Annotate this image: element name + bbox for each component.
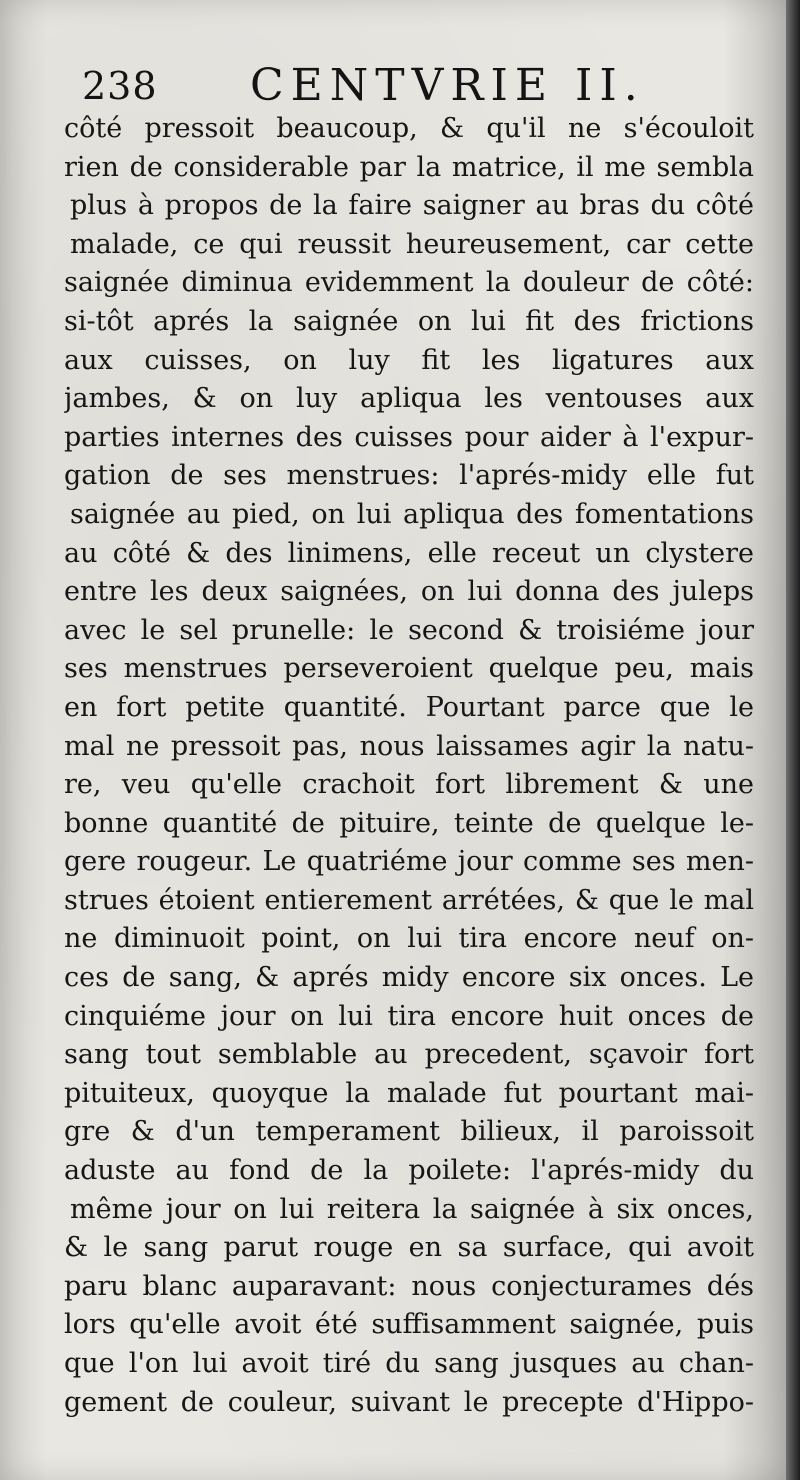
text-line: gation de ses menstrues: l'aprés-midy elle fut [64, 460, 754, 492]
running-head: CENTVRIE II. [250, 60, 645, 111]
text-line: & le sang parut rouge en sa surface, qui avoit [64, 1232, 754, 1264]
text-line: plus à propos de la faire saigner au bras du côté [70, 190, 754, 222]
text-line: avec le sel prunelle: le second & troisiéme jour [64, 614, 754, 646]
text-line: entre les deux saignées, on lui donna des juleps [64, 576, 754, 608]
text-line: saignée au pied, on lui apliqua des fomentations [70, 498, 754, 530]
text-line: aux cuisses, on luy fit les ligatures aux [64, 344, 754, 376]
text-line: re, veu qu'elle crachoit fort librement & une [64, 769, 754, 801]
text-line: ne diminuoit point, on lui tira encore neuf on- [64, 923, 754, 955]
body-text [64, 110, 754, 1422]
text-line: lors qu'elle avoit été suffisamment saignée, puis [64, 1309, 754, 1341]
text-line: que l'on lui avoit tiré du sang jusques au chan- [64, 1348, 754, 1379]
text-line: pituiteux, quoyque la malade fut pourtant mai- [64, 1077, 754, 1109]
text-line: ces de sang, & aprés midy encore six onces. Le [64, 962, 754, 994]
text-line: gere rougeur. Le quatriéme jour comme ses men- [64, 846, 754, 878]
text-line: gre & d'un temperament bilieux, il paroissoit [64, 1116, 754, 1148]
text-line: même jour on lui reitera la saignée à six onces, [70, 1193, 754, 1225]
text-line: gement de couleur, suivant le precepte d'Hippo- [64, 1386, 754, 1418]
text-line: au côté & des linimens, elle receut un clystere [64, 537, 754, 569]
text-line: si-tôt aprés la saignée on lui fit des frictions [64, 305, 754, 337]
text-line: mal ne pressoit pas, nous laissames agir la natu- [64, 730, 754, 762]
text-line: strues étoient entierement arrétées, & que le mal [64, 884, 754, 916]
text-line: bonne quantité de pituire, teinte de quelque le- [64, 807, 754, 839]
text-line: sang tout semblable au precedent, sçavoir fort [64, 1039, 754, 1071]
text-line: paru blanc auparavant: nous conjecturames dés [64, 1270, 754, 1302]
text-line: parties internes des cuisses pour aider à l'expur- [64, 421, 754, 453]
text-line: aduste au fond de la poilete: l'aprés-midy du [64, 1155, 754, 1187]
text-line: rien de considerable par la matrice, il me sembla [64, 151, 754, 183]
text-line: saignée diminua evidemment la douleur de côté: [64, 267, 754, 299]
text-line: ses menstrues perseveroient quelque peu, mais [64, 653, 754, 685]
text-line: malade, ce qui reussit heureusement, car cette [70, 228, 754, 260]
text-line: cinquiéme jour on lui tira encore huit onces de [64, 1000, 754, 1032]
text-line: côté pressoit beaucoup, & qu'il ne s'écouloit [64, 113, 754, 144]
page-number: 238 [82, 64, 158, 108]
page-header [82, 58, 742, 111]
text-line: jambes, & on luy apliqua les ventouses aux [64, 383, 754, 415]
text-line: en fort petite quantité. Pourtant parce que le [64, 691, 754, 723]
page-edge-shadow [786, 0, 800, 1480]
